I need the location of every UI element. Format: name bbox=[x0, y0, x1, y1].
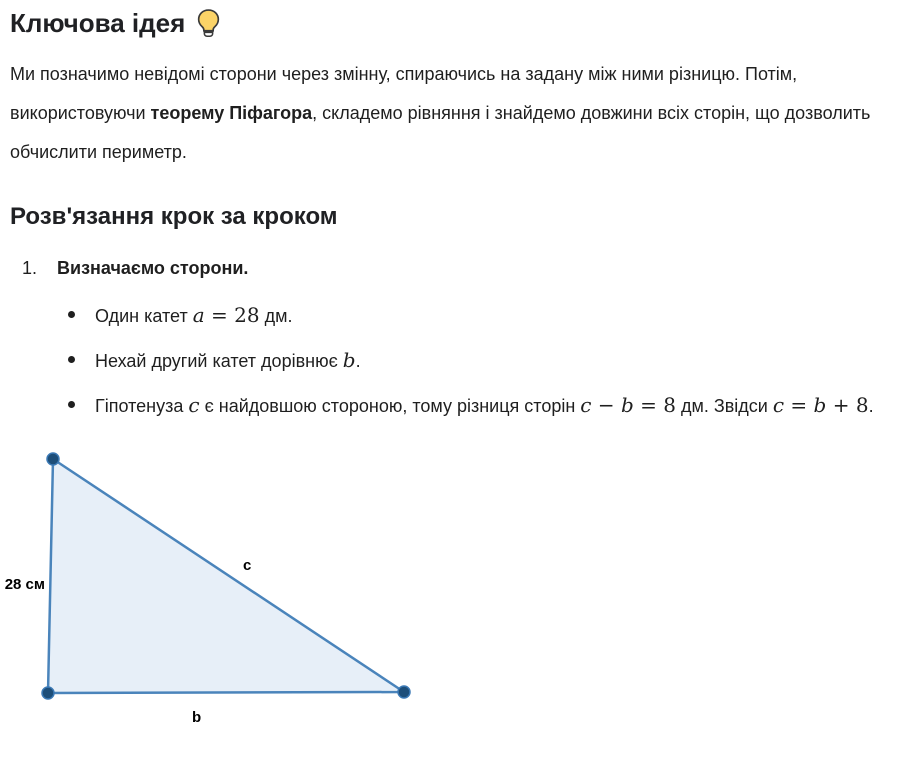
vertex-dot-bottom-left bbox=[42, 687, 54, 699]
bullet-item-hypotenuse bbox=[10, 388, 899, 423]
side-label-base: b bbox=[192, 709, 202, 725]
bullet-icon bbox=[68, 311, 75, 318]
side-label-left: 28 см bbox=[4, 576, 45, 593]
lightbulb-icon bbox=[196, 9, 221, 38]
triangle-canvas bbox=[0, 433, 440, 725]
bullet-text-hypotenuse: Гіпотенуза c є найдовшою стороною, тому різниця сторін c − b = 8 дм. Звідси c = b + 8. bbox=[95, 393, 874, 417]
bullet-text-leg-a: Один катет a = 28 дм. bbox=[95, 303, 293, 327]
solution-heading: Розв'язання крок за кроком bbox=[10, 203, 338, 230]
step-bullet-list bbox=[10, 298, 899, 423]
step-item-1 bbox=[10, 249, 899, 288]
vertex-dot-top bbox=[47, 453, 59, 465]
bullet-icon bbox=[68, 356, 75, 363]
bullet-item-leg-a bbox=[10, 298, 899, 333]
triangle-shape bbox=[48, 459, 404, 693]
key-idea-heading bbox=[10, 6, 899, 40]
side-label-hypotenuse: c bbox=[243, 557, 252, 574]
bullet-item-leg-b bbox=[10, 343, 899, 378]
vertex-dot-bottom-right bbox=[398, 686, 410, 698]
triangle-diagram bbox=[0, 433, 899, 725]
bullet-icon bbox=[68, 401, 75, 408]
step-number: 1. bbox=[22, 258, 38, 278]
step-title: Визначаємо сторони. bbox=[57, 258, 249, 278]
bullet-text-leg-b: Нехай другий катет дорівнює b. bbox=[95, 348, 361, 372]
solution-steps-list bbox=[10, 249, 899, 288]
key-idea-heading-text: Ключова ідея bbox=[10, 8, 186, 38]
intro-paragraph: Ми позначимо невідомі сторони через змінну, спираючись на задану між ними різницю. Потім, використовуючи теорему Піфагора, складемо рівняння і знайдемо довжини всіх сторін, що дозволить обчислити периметр. bbox=[10, 64, 871, 162]
